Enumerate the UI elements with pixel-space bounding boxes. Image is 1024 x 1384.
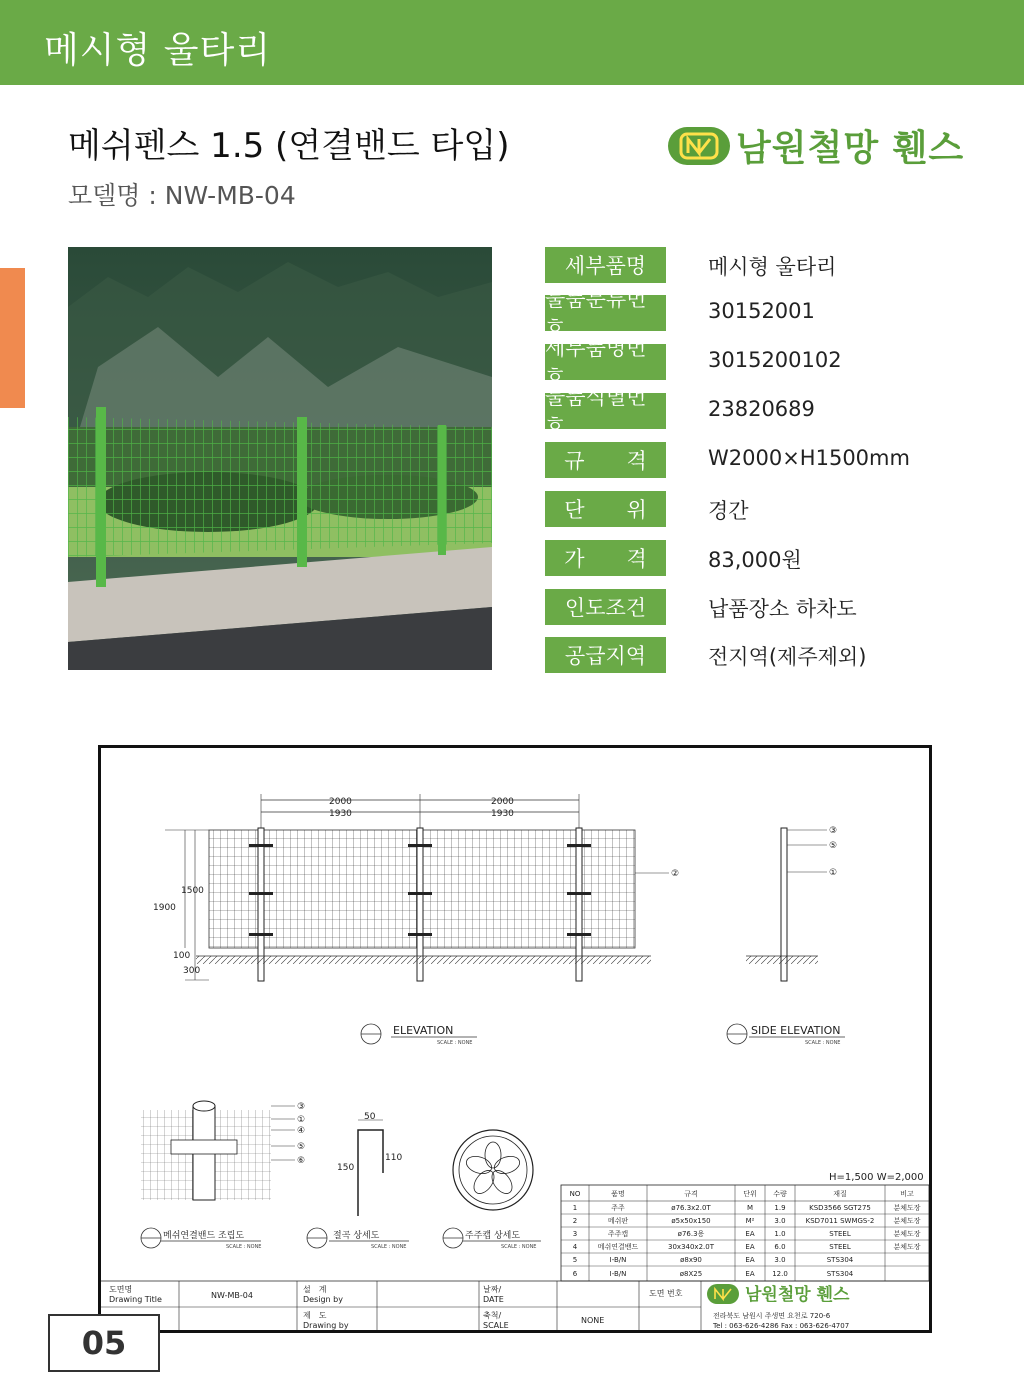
side-elevation-scale: SCALE : NONE — [805, 1040, 841, 1046]
dim-110: 110 — [385, 1153, 403, 1163]
spec-value: W2000×H1500mm — [708, 446, 910, 470]
spec-value: 23820689 — [708, 397, 815, 421]
brand-name: 남원철망 휀스 — [736, 128, 965, 169]
tb-design-label-en: Design by — [303, 1295, 343, 1304]
section-title: 메시형 울타리 — [44, 30, 272, 71]
spec-label: 물품식별번호 — [545, 393, 666, 429]
tb-brand-name: 남원철망 휀스 — [745, 1285, 850, 1305]
bom-cell: EA — [745, 1270, 755, 1278]
bom-cell: 1.0 — [774, 1230, 786, 1238]
side-elevation-label: SIDE ELEVATION — [751, 1024, 841, 1037]
hook-detail-label: 절곡 상세도 — [333, 1231, 380, 1241]
tb-title-label-en: Drawing Title — [109, 1295, 162, 1304]
assembly-callout-5: ⑤ — [297, 1142, 306, 1152]
bom-header: 품명 — [611, 1190, 625, 1198]
tb-design-label: 설 계 — [303, 1285, 327, 1294]
bom-cell: ø8x90 — [680, 1256, 702, 1264]
spec-label: 규 격 — [545, 442, 666, 478]
bom-header: 재질 — [833, 1190, 847, 1198]
spec-value: 83,000원 — [708, 548, 802, 572]
bom-header: 수량 — [773, 1190, 787, 1198]
tb-draw-label: 제 도 — [303, 1311, 327, 1320]
bom-cell: KSD7011 SWMGS-2 — [805, 1217, 875, 1225]
bom-table — [561, 1185, 929, 1281]
spec-label: 세부품명번호 — [545, 344, 666, 380]
spec-row — [545, 442, 985, 478]
side-elevation-view — [727, 826, 845, 1046]
tb-address: 전라북도 남원시 주생면 요천로 720-6 — [713, 1312, 831, 1320]
tb-title-label: 도면명 — [109, 1285, 133, 1294]
dim-span2-inner: 1930 — [491, 809, 514, 819]
tb-date-label-en: DATE — [483, 1295, 504, 1304]
bom-cell: 주주 — [611, 1204, 625, 1212]
bom-cell: I-B/N — [609, 1270, 627, 1278]
bom-header: NO — [569, 1190, 581, 1198]
bom-header: 규격 — [684, 1190, 698, 1198]
elevation-scale: SCALE : NONE — [437, 1040, 473, 1046]
spec-row — [545, 637, 985, 673]
spec-label: 세부품명 — [545, 247, 666, 283]
dim-h100: 100 — [173, 951, 191, 961]
assembly-callout-3: ③ — [297, 1102, 306, 1112]
bom-cell: 12.0 — [772, 1270, 788, 1278]
bom-cell: ø76.3x2.0T — [671, 1204, 711, 1212]
tb-date-label: 날짜/ — [483, 1285, 502, 1294]
spec-row — [545, 589, 985, 625]
side-callout-1: ① — [829, 868, 838, 878]
bom-cell: 분체도장 — [893, 1204, 921, 1212]
bom-cell: 30x340x2.0T — [668, 1243, 714, 1251]
brand-logo — [668, 120, 964, 171]
dim-h1900: 1900 — [153, 903, 176, 913]
side-callout-5: ⑤ — [829, 841, 838, 851]
tb-scale-label-en: SCALE — [483, 1321, 509, 1330]
bom-header: 단위 — [743, 1190, 757, 1198]
bom-cell: EA — [745, 1230, 755, 1238]
dim-150: 150 — [337, 1163, 355, 1173]
bom-cell: 3.0 — [774, 1217, 786, 1225]
bom-cell: 3 — [572, 1230, 578, 1238]
product-photo — [68, 247, 492, 670]
bom-cell: 주주캡 — [607, 1230, 629, 1238]
spec-row — [545, 287, 985, 341]
tb-tel: Tel : 063-626-4286 Fax : 063-626-4707 — [713, 1322, 850, 1330]
spec-label: 물품분류번호 — [545, 295, 666, 331]
tb-title-value: NW-MB-04 — [211, 1291, 253, 1300]
spec-label: 가 격 — [545, 540, 666, 576]
spec-row — [545, 491, 985, 527]
dim-span1-inner: 1930 — [329, 809, 352, 819]
spec-row — [545, 336, 985, 390]
brand-mark-icon — [668, 127, 730, 165]
bom-cell: ø76.3용 — [677, 1230, 705, 1238]
technical-drawing — [98, 745, 932, 1333]
spec-value: 납품장소 하차도 — [708, 597, 857, 621]
bom-cell: 4 — [572, 1243, 578, 1251]
bom-cell: 6.0 — [774, 1243, 786, 1251]
bom-cell: 3.0 — [774, 1256, 786, 1264]
callout-2: ② — [671, 869, 680, 879]
band-assembly-scale: SCALE : NONE — [226, 1244, 262, 1250]
cap-detail-label: 주주캡 상세도 — [465, 1231, 521, 1241]
dim-h300: 300 — [183, 966, 201, 976]
dim-span1: 2000 — [329, 797, 352, 807]
bom-cell: 5 — [572, 1256, 578, 1264]
bom-header: 비고 — [900, 1190, 914, 1198]
header-bar — [0, 0, 1024, 85]
cap-detail — [443, 1130, 541, 1250]
hook-detail — [307, 1112, 409, 1250]
spec-value: 30152001 — [708, 299, 815, 323]
tb-drawing-no: 도면 번호 — [649, 1289, 683, 1298]
bom-cell: ø8X25 — [679, 1270, 703, 1278]
bom-cell: M² — [745, 1217, 755, 1225]
assembly-callout-4: ④ — [297, 1126, 306, 1136]
spec-value: 메시형 울타리 — [708, 255, 837, 279]
band-assembly-detail — [141, 1101, 305, 1250]
bom-cell: STEEL — [829, 1230, 851, 1238]
bom-cell: STS304 — [826, 1256, 854, 1264]
product-title: 메쉬펜스 1.5 (연결밴드 타입) — [68, 126, 510, 166]
spec-value: 전지역(제주제외) — [708, 645, 867, 669]
bom-cell: ø5x50x150 — [671, 1217, 711, 1225]
dim-span2: 2000 — [491, 797, 514, 807]
bom-cell: 분체도장 — [893, 1217, 921, 1225]
hook-detail-scale: SCALE : NONE — [371, 1244, 407, 1250]
bom-cell: 2 — [572, 1217, 578, 1225]
bom-cell: KSD3566 SGT275 — [809, 1204, 871, 1212]
bom-cell: 1.9 — [774, 1204, 786, 1212]
tb-scale-value: NONE — [581, 1316, 605, 1325]
spec-value: 3015200102 — [708, 348, 842, 372]
bom-cell: STEEL — [829, 1243, 851, 1251]
spec-label: 인도조건 — [545, 589, 666, 625]
dim-h1500: 1500 — [181, 886, 204, 896]
spec-row — [545, 385, 985, 439]
bom-cell: 6 — [572, 1270, 578, 1278]
bom-cell: EA — [745, 1243, 755, 1251]
hw-note: H=1,500 W=2,000 — [829, 1172, 924, 1183]
side-callout-3: ③ — [829, 826, 838, 836]
spec-label: 단 위 — [545, 491, 666, 527]
bom-cell: STS304 — [826, 1270, 854, 1278]
title-block — [101, 1281, 929, 1330]
bom-cell: I-B/N — [609, 1256, 627, 1264]
spec-value: 경간 — [708, 499, 749, 523]
bom-cell: 1 — [572, 1204, 578, 1212]
assembly-callout-6: ⑥ — [297, 1156, 306, 1166]
bom-cell: 메쉬연결밴드 — [597, 1243, 639, 1251]
cap-detail-scale: SCALE : NONE — [501, 1244, 537, 1250]
page-number: 05 — [48, 1314, 160, 1372]
spec-row — [545, 247, 985, 283]
model-name: 모델명 : NW-MB-04 — [68, 181, 296, 210]
tb-scale-label: 축척/ — [483, 1311, 502, 1320]
bom-cell: 분체도장 — [893, 1230, 921, 1238]
tb-draw-label-en: Drawing by — [303, 1321, 349, 1330]
band-assembly-label: 메쉬연결밴드 조립도 — [163, 1231, 245, 1241]
spec-row — [545, 540, 985, 576]
dim-50: 50 — [364, 1112, 376, 1122]
bom-cell: EA — [745, 1256, 755, 1264]
assembly-callout-1: ① — [297, 1115, 306, 1125]
bom-cell: 메쉬판 — [607, 1217, 629, 1225]
bom-cell: 분체도장 — [893, 1243, 921, 1251]
spec-label: 공급지역 — [545, 637, 666, 673]
bom-cell: M — [746, 1204, 754, 1212]
elevation-label: ELEVATION — [393, 1024, 454, 1037]
elevation-view — [153, 794, 679, 1046]
side-tab-marker — [0, 268, 25, 408]
